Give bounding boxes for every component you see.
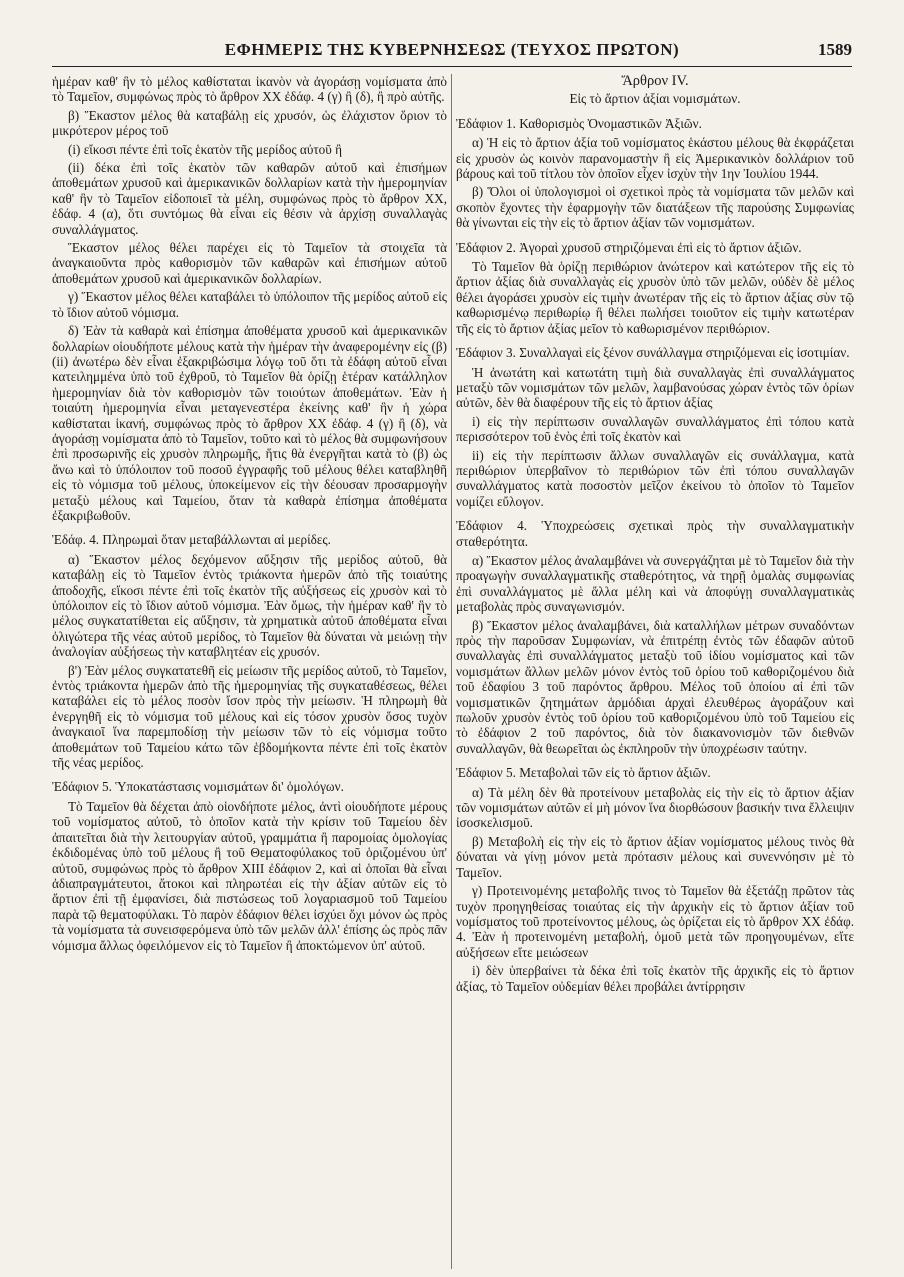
gazette-title: ΕΦΗΜΕΡΙΣ ΤΗΣ ΚΥΒΕΡΝΗΣΕΩΣ (ΤΕΥΧΟΣ ΠΡΩΤΟΝ) [224,40,680,59]
page-number: 1589 [818,40,852,59]
left-column [52,74,447,1269]
list-item: i) δὲν ὑπερβαίνει τὰ δέκα ἐπὶ τοῖς ἑκατὸν τῆς ἀρχικῆς εἰς τὸ ἄρτιον ἀξίας, τὸ Ταμεῖον οὐδεμίαν θέλει προβάλει ἀντίρρησιν [456,963,854,994]
list-item: ii) εἰς τὴν περίπτωσιν ἄλλων συναλλαγῶν εἰς συνάλλαγμα, κατὰ περιθώριον ὑπερβαῖνον τὸ περιθώριον τῶν ἐπὶ τόπου συναλλαγῶν συναλλάγματος κατὰ ποσοστὸν μεῖζον ἐκείνου τὸ ὁποῖον τὸ Ταμεῖον νομίζει εὔλογον. [456,447,854,509]
section-heading: Ἐδάφιον 1. Καθορισμὸς Ὀνομαστικῶν Ἀξιῶν. [456,115,702,131]
paragraph: β) Μεταβολὴ εἰς τὴν εἰς τὸ ἄρτιον ἀξίαν νομίσματος μέλους τινὸς θὰ δύναται νὰ γίνῃ μόνον μετὰ πρότασιν μέλους καὶ συνεννόησιν μὲ τὸ Ταμεῖον. [456,833,854,880]
paragraph: α) Τὰ μέλη δὲν θὰ προτείνουν μεταβολὰς εἰς τὴν εἰς τὸ ἄρτιον ἀξίαν τῶν νομισμάτων αὐτῶν εἰ μὴ μόνον ἵνα διορθώσουν βασικήν τινα ἔλλειψιν ἰσοσκελισμοῦ. [456,784,854,831]
paragraph: α) Ἡ εἰς τὸ ἄρτιον ἀξία τοῦ νομίσματος ἑκάστου μέλους θὰ ἐκφράζεται εἰς χρυσὸν ὡς κοινὸν παρανομαστὴν ἢ εἰς Ἀμερικανικὸν δολλάριον τοῦ βάρους καὶ τοῦ τίτλου τὸν ὁποῖον εἶχεν ἰσχὺν τὴν 1ην Ἰουλίου 1944. [456,135,854,182]
paragraph: α) Ἕκαστον μέλος ἀναλαμβάνει νὰ συνεργάζηται μὲ τὸ Ταμεῖον διὰ τὴν προαγωγὴν συναλλαγματικῆς σταθερότητος, νὰ τηρῇ ὁμαλὰς συμφωνίας ἐπὶ συναλλάγματος μὲ ἄλλα μέλη καὶ νὰ ἀποφύγῃ συναλλαγματικὰς μεταβολὰς πρὸς συναγωνισμόν. [456,552,854,615]
paragraph: γ) Ἕκαστον μέλος θέλει καταβάλει τὸ ὑπόλοιπον τῆς μερίδος αὐτοῦ εἰς τὸ ἴδιον αὐτοῦ νόμισμα. [52,289,447,320]
section-heading: Ἐδάφ. 4. Πληρωμαὶ ὅταν μεταβάλλωνται αἱ μερίδες. [52,532,331,548]
article-heading: Ἄρθρον IV. [621,74,689,89]
paragraph: Τὸ Ταμεῖον θὰ δέχεται ἀπὸ οἱονδήποτε μέλος, ἀντὶ οἱουδήποτε μέρους τοῦ νομίσματος αὐτοῦ, τὸ ὁποῖον κατὰ τὴν κρίσιν τοῦ Ταμείου δὲν ἀπαιτεῖται διὰ τὴν λειτουργίαν αὐτοῦ, γραμμάτια ἢ παρομοίας ὁμολογίας ἐκδιδομένας ὑπὸ τοῦ μέλους ἢ τοῦ Θεματοφύλακος τοῦ ὁριζομένου ὑπ' αὐτοῦ, συμφώνως πρὸς τὸ ἄρθρον XIII ἐδάφιον 2, καὶ αἱ ὁποῖαι θὰ εἶναι ἀδιαπραγμάτευτοι, ἄτοκοι καὶ πληρωτέαι εἰς τὴν ἀξίαν αὐτῶν εἰς τὸ ἄρτιον ἐπὶ τῇ ἐμφανίσει, διὰ πιστώσεως τοῦ λογαριασμοῦ τοῦ Ταμείου παρὰ τῷ θεματοφύλακι. Τὸ παρὸν ἐδάφιον θέλει ἰσχύει ὄχι μόνον ὡς πρὸς τὰ νομίσματα τὰ συνεισφερόμενα ὑπὸ τῶν μελῶν ἀλλ' ἐπίσης ὡς πρὸς πᾶν νόμισμα ἄλλως ὀφειλόμενον εἰς τὸ Ταμεῖον ἢ ἀποκτώμενον ὑπ' αὐτοῦ. [52,798,447,953]
section-heading: Ἐδάφιον 4. Ὑποχρεώσεις σχετικαὶ πρὸς τὴν συναλλαγματικὴν σταθερότητα. [456,518,854,549]
paragraph: β') Ἐὰν μέλος συγκατατεθῆ εἰς μείωσιν τῆς μερίδος αὐτοῦ, τὸ Ταμεῖον, ἐντὸς τριάκοντα ἡμερῶν ἀπὸ τῆς ἡμερομηνίας τῆς συγκαταθέσεως, θέλει καταβάλει εἰς τὸ μέλος ποσὸν ἴσον πρὸς τὴν μείωσιν. Ἡ πληρωμὴ θὰ ἐνεργηθῆ εἰς τὸ νόμισμα τοῦ μέλους καὶ εἰς τόσον χρυσὸν ὅσος τυχὸν ἀναγκαιοῖ ἵνα παρεμποδίσῃ τὴν μείωσιν τῶν τὸ εἰς νόμισμα τοῦτο ἀποθεμάτων τοῦ Ταμείου κάτω τῶν ἑβδομήκοντα πέντε ἐπὶ τοῖς ἑκατὸν τῆς νέας μερίδος. [52,662,447,771]
paragraph: γ) Προτεινομένης μεταβολῆς τινος τὸ Ταμεῖον θὰ ἐξετάζῃ πρῶτον τὰς τυχὸν προηγηθείσας τοιαύτας εἰς τὴν ἀρχικὴν εἰς τὸ ἄρτιον ἀξίαν τοῦ νομίσματος τοῦ προτείνοντος μέλους, ὡς ὁρίζεται εἰς τὸ ἄρθρον XX ἐδάφ. 4. Ἐὰν ἡ προτεινομένη μεταβολή, ὁμοῦ μετὰ τῶν προηγουμένων, εἴτε αὐξήσεων εἴτε μειώσεων [456,883,854,960]
paragraph: Τὸ Ταμεῖον θὰ ὁρίζῃ περιθώριον ἀνώτερον καὶ κατώτερον τῆς εἰς τὸ ἄρτιον ἀξίας διὰ συναλλαγὰς εἰς χρυσὸν ὑπὸ τῶν μελῶν, οὐδὲν δὲ μέλος θέλει ἀγοράσει χρυσὸν εἰς τιμὴν ἀνωτέραν τῆς εἰς τὸ ἄρτιον ἀξίας σὺν τῷ καθωρισμένῳ περιθωρίῳ ἢ θέλει πωλήσει τοιοῦτον εἰς τιμὴν κατωτέραν τῆς εἰς τὸ ἄρτιον ἀξίας μεῖον τὸ καθωρισμένον περιθώριον. [456,259,854,336]
paragraph: β) Ἕκαστον μέλος θὰ καταβάλῃ εἰς χρυσόν, ὡς ἐλάχιστον ὅριον τὸ μικρότερον μέρος τοῦ [52,107,447,139]
paragraph: β) Ὅλοι οἱ ὑπολογισμοὶ οἱ σχετικοὶ πρὸς τὰ νομίσματα τῶν μελῶν καὶ σκοπὸν ἔχοντες τὴν ἐφαρμογὴν τῶν διατάξεων τῆς παρούσης Συμφωνίας θὰ γίνωνται εἰς τὴν εἰς τὸ ἄρτιον ἀξίαν τῶν νομισμάτων. [456,184,854,231]
paragraph: α) Ἕκαστον μέλος δεχόμενον αὔξησιν τῆς μερίδος αὐτοῦ, θὰ καταβάλῃ εἰς τὸ Ταμεῖον ἐντὸς τριάκοντα ἡμερῶν ἀπὸ τῆς τοιαύτης ἀποδοχῆς, εἴκοσι πέντε ἐπὶ τοῖς ἑκατὸν τῆς αὐξήσεως εἰς χρυσὸν καὶ τὸ ὑπόλοιπον εἰς τὸ ἴδιον αὐτοῦ νόμισμα. Ἐὰν ὅμως, τὴν ἡμέραν καθ' ἣν τὸ μέλος συγκατατίθεται εἰς αὔξησιν, τὰ χρηματικὰ αὐτοῦ ἀποθέματα εἶναι ὀλιγώτερα τῆς νέας αὐτοῦ μερίδος, τὸ Ταμεῖον θὰ δύναται νὰ μειώνῃ τὴν ἀναλογίαν αὐξήσεως τὴν καταβλητέαν εἰς χρυσόν. [52,551,447,660]
article-subtitle: Εἰς τὸ ἄρτιον ἀξίαι νομισμάτων. [569,91,741,107]
section-heading: Ἐδάφιον 2. Ἀγοραὶ χρυσοῦ στηριζόμεναι ἐπὶ εἰς τὸ ἄρτιον ἀξιῶν. [456,239,802,255]
page-header [52,40,852,67]
paragraph: δ) Ἐὰν τὰ καθαρὰ καὶ ἐπίσημα ἀποθέματα χρυσοῦ καὶ ἀμερικανικῶν δολλαρίων οἱουδήποτε μέλους κατὰ τὴν ἡμέραν τὴν ἀναφερομένην εἰς (β) (ii) ἀνωτέρω δὲν εἶναι ἐξακριβώσιμα λόγῳ τοῦ ὅτι τὰ ἐδάφη αὐτοῦ εἶναι κατειλημμένα ὑπὸ τοῦ ἐχθροῦ, τὸ Ταμεῖον θὰ ὁρίζῃ ἑτέραν κατάλληλον ἡμερομηνίαν διὰ τὸν καθορισμὸν τῶν τοιούτων ἀποθεμάτων. Ἐὰν ἡ τοιαύτη ἡμερομηνία εἶναι μεταγενεστέρα ἐκείνης καθ' ἣν ἡ χώρα καθίσταται ἱκανή, συμφώνως πρὸς τὸ ἄρθρον XX ἐδάφ. 4 (γ) ἢ (δ), νὰ ἀγοράσῃ νομίσματα ἀπὸ τὸ Ταμεῖον, τοῦτο καὶ τὸ μέλος θὰ συμφωνήσουν ἐπὶ προσωρινῆς εἰς χρυσὸν πληρωμῆς, ἥτις θὰ ἐνεργῆται κατὰ τὸ (β) ὡς ἄνω καὶ τὸ ὑπόλοιπον τοῦ ποσοῦ ἐγγραφῆς τοῦ μέλους θέλει καταβληθῆ εἰς τὸ νόμισμα τοῦ μέλους, ὑποκείμενον εἰς τὴν δέουσαν προσαρμογὴν μεταξὺ μέλους καὶ Ταμείου, ὅταν τὰ καθαρὰ ἐπίσημα ἀποθέματα ἐξακριβωθοῦν. [52,323,447,523]
paragraph: Ἡ ἀνωτάτη καὶ κατωτάτη τιμὴ διὰ συναλλαγὰς ἐπὶ συναλλάγματος μεταξὺ τῶν νομισμάτων τῶν μελῶν, λαμβανούσας χώραν ἐντὸς τῶν ὁρίων αὐτῶν, δὲν θὰ διαφέρουν τῆς εἰς τὸ ἄρτιον ἀξίας [456,364,854,411]
paragraph: Ἕκαστον μέλος θέλει παρέχει εἰς τὸ Ταμεῖον τὰ στοιχεῖα τὰ ἀναγκαιοῦντα πρὸς καθορισμὸν τῶν καθαρῶν καὶ ἐπισήμων αὐτοῦ ἀποθεμάτων χρυσοῦ καὶ ἀμερικανικῶν δολλαρίων. [52,240,447,286]
section-heading: Ἐδάφιον 5. Μεταβολαὶ τῶν εἰς τὸ ἄρτιον ἀξιῶν. [456,765,711,781]
right-column [456,74,854,1269]
section-heading: Ἐδάφιον 5. Ὑποκατάστασις νομισμάτων δι' ὁμολόγων. [52,779,344,795]
list-item: i) εἰς τὴν περίπτωσιν συναλλαγῶν συναλλάγματος ἐπὶ τόπου κατὰ περισσότερον τοῦ ἑνὸς ἐπὶ τοῖς ἑκατὸν καὶ [456,413,854,445]
paragraph: β) Ἕκαστον μέλος ἀναλαμβάνει, διὰ καταλλήλων μέτρων συναδόντων πρὸς τὴν παροῦσαν Συμφωνίαν, νὰ ἐπιτρέπῃ ἐντὸς τῶν ἐδαφῶν αὐτοῦ συναλλαγὰς ἐπὶ συναλλάγματος μεταξὺ τοῦ ἰδίου νομίσματος καὶ τῶν νομισμάτων ἄλλων μελῶν μόνον ἐντὸς τοῦ ὁρίου τοῦ καθοριζομένου διὰ τοῦ ἐδαφίου 3 τοῦ παρόντος ἄρθρου. Μέλος τοῦ ὁποίου αἱ ἐπὶ τῶν νομισματικῶν ζητημάτων ἁρμόδιαι ἀρχαὶ ἐλευθέρως ἀγοράζουν καὶ πωλοῦν χρυσὸν ἐντὸς τοῦ ὁρίου τοῦ καθοριζομένου ὑπὸ τοῦ Ταμείου εἰς τὸ ἐδάφιον 2 τοῦ παρόντος, διὰ τὸν διακανονισμὸν τῶν διεθνῶν συναλλαγῶν, θὰ θεωρεῖται ὡς ἐκπληροῦν τὴν ὑποχρέωσιν ταύτην. [456,617,854,756]
column-divider [451,74,452,1269]
list-item: (i) εἴκοσι πέντε ἐπὶ τοῖς ἑκατὸν τῆς μερίδος αὐτοῦ ἢ [68,141,342,157]
list-item: (ii) δέκα ἐπὶ τοῖς ἑκατὸν τῶν καθαρῶν αὐτοῦ καὶ ἐπισήμων ἀποθεμάτων χρυσοῦ καὶ ἀμερικανικῶν δολλαρίων κατὰ τὴν ἡμερομηνίαν καθ' ἣν τὸ Ταμεῖον εἰδοποιεῖ τὰ μέλη, συμφώνως πρὸς τὸ ἄρθρον XX, ἐδάφ. 4 (α), ὅτι συντόμως θὰ εἶναι εἰς θέσιν νὰ ἀρχίσῃ συναλλαγὰς συναλλάγματος. [52,160,447,237]
section-heading: Ἐδάφιον 3. Συναλλαγαὶ εἰς ξένον συνάλλαγμα στηριζόμεναι εἰς ἰσοτιμίαν. [456,345,850,361]
paragraph: ἡμέραν καθ' ἣν τὸ μέλος καθίσταται ἱκανὸν νὰ ἀγοράσῃ νομίσματα ἀπὸ τὸ Ταμεῖον, συμφώνως πρὸς τὸ ἄρθρον XX ἐδάφ. 4 (γ) ἢ (δ), ἢ πρὸ αὐτῆς. [52,74,447,105]
